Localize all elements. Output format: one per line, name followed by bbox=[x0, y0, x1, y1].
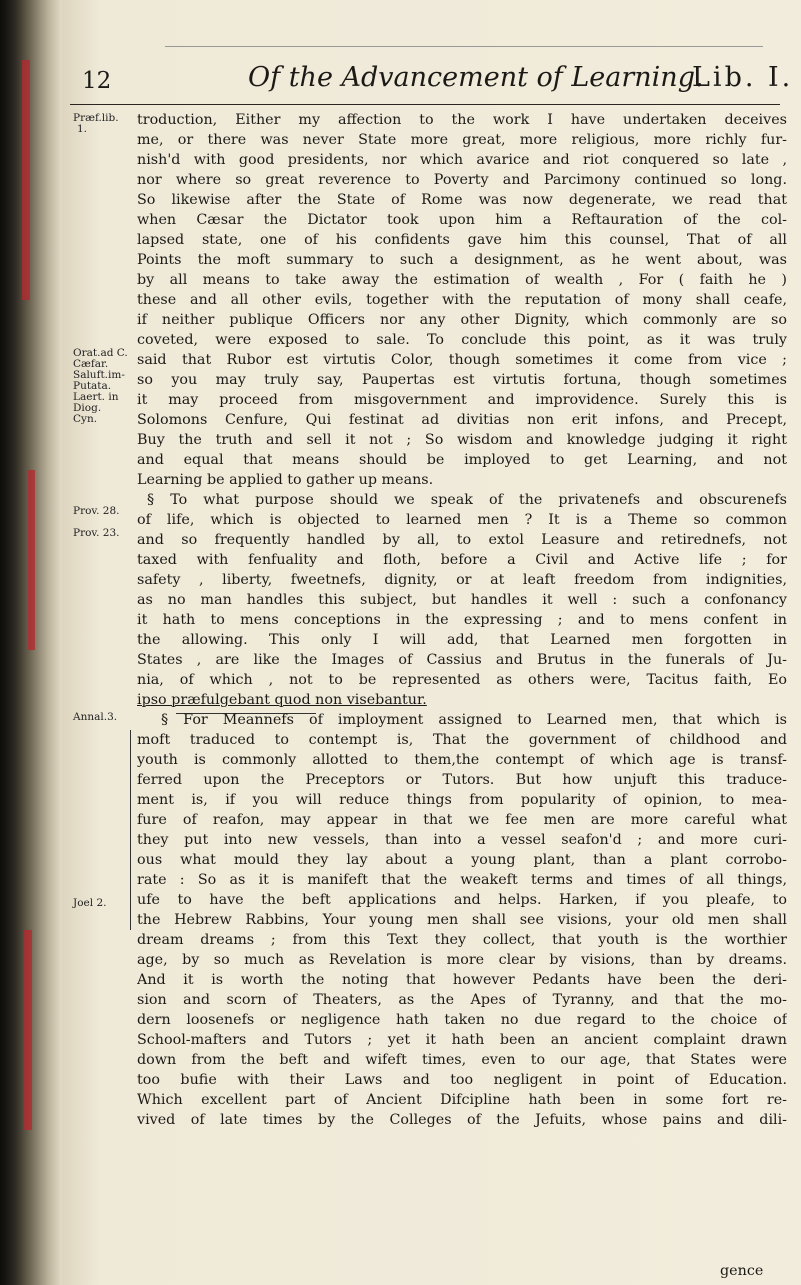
text-line: So likewise after the State of Rome was now degenerate, we read that bbox=[137, 192, 787, 208]
text-line: ment is, if you will reduce things from popularity of opinion, to mea- bbox=[137, 792, 787, 808]
margin-note bbox=[73, 348, 128, 425]
text-line: the Hebrew Rabbins, Your young men shall see visions, your old men shall bbox=[137, 912, 787, 928]
running-header bbox=[70, 54, 794, 105]
text-line: coveted, were exposed to sale. To conclude this point, as it was truly bbox=[137, 332, 787, 348]
margin-note-line: Prov. 28. bbox=[73, 505, 120, 517]
text-line: ipso præfulgebant quod non visebantur. bbox=[137, 692, 427, 708]
page-number: 12 bbox=[82, 68, 112, 94]
margin-note-line: Saluft.im- bbox=[73, 369, 125, 381]
text-line: if neither publique Officers nor any other Dignity, which commonly are so bbox=[137, 312, 787, 328]
text-line: Learning be applied to gather up means. bbox=[137, 472, 434, 488]
text-line: fure of reafon, may appear in that we fee men are more careful what bbox=[137, 812, 787, 828]
text-line: taxed with fenfuality and floth, before a Civil and Active life ; for bbox=[137, 552, 787, 568]
margin-note-line: Cyn. bbox=[73, 413, 98, 425]
text-line: § For Meannefs of imployment assigned to Learned men, that which is bbox=[161, 712, 787, 728]
margin-note-line: Laert. in bbox=[73, 391, 119, 403]
text-line: so you may truly say, Paupertas est virtutis fortuna, though sometimes bbox=[137, 372, 787, 388]
text-line: Buy the truth and sell it not ; So wisdom and knowledge judging it right bbox=[137, 432, 787, 448]
margin-note-line: Præf.lib. bbox=[73, 112, 119, 124]
body-text bbox=[137, 110, 787, 1130]
text-line: sion and scorn of Theaters, as the Apes of Tyranny, and that the mo- bbox=[137, 992, 787, 1008]
text-line: ufe to have the beft applications and helps. Harken, if you pleafe, to bbox=[137, 892, 787, 908]
text-line: when Cæsar the Dictator took upon him a Reftauration of the col- bbox=[137, 212, 787, 228]
text-line: troduction, Either my affection to the work I have undertaken deceives bbox=[137, 112, 787, 128]
margin-note-line: Diog. bbox=[73, 402, 102, 414]
book-spine-shadow bbox=[0, 0, 62, 1285]
text-line: ferred upon the Preceptors or Tutors. But how unjuft this traduce- bbox=[137, 772, 787, 788]
text-line: me, or there was never State more great, more religious, more richly fur- bbox=[137, 132, 787, 148]
text-line: and so frequently handled by all, to extol Leasure and retirednefs, not bbox=[137, 532, 787, 548]
margin-note-line: Orat.ad C. bbox=[73, 347, 128, 359]
text-line: rate : So as it is manifeft that the weakeft terms and times of all things, bbox=[137, 872, 787, 888]
text-line: too bufie with their Laws and too negligent in point of Education. bbox=[137, 1072, 787, 1088]
margin-note-line: Putata. bbox=[73, 380, 112, 392]
text-line: Which excellent part of Ancient Difcipline hath been in some fort re- bbox=[137, 1092, 787, 1108]
text-line: dream dreams ; from this Text they collect, that youth is the worthier bbox=[137, 932, 787, 948]
margin-note-line: Annal.3. bbox=[73, 711, 118, 723]
text-line: the allowing. This only I will add, that Learned men forgotten in bbox=[137, 632, 787, 648]
text-line: States , are like the Images of Cassius and Brutus in the funerals of Ju- bbox=[137, 652, 787, 668]
text-line: vived of late times by the Colleges of the Jefuits, whose pains and dili- bbox=[137, 1112, 787, 1128]
spine-stain bbox=[22, 60, 30, 300]
text-line: they put into new vessels, than into a vessel seafon'd ; and more curi- bbox=[137, 832, 787, 848]
margin-note-line: Prov. 23. bbox=[73, 527, 120, 539]
margin-note-line: Cæfar. bbox=[73, 358, 109, 370]
text-line: nish'd with good presidents, nor which avarice and riot conquered so late , bbox=[137, 152, 787, 168]
text-line: age, by so much as Revelation is more clear by visions, than by dreams. bbox=[137, 952, 787, 968]
text-line: Solomons Cenfure, Qui festinat ad divitias non erit infons, and Precept, bbox=[137, 412, 787, 428]
running-title: Of the Advancement of Learning. bbox=[248, 62, 704, 93]
margin-note bbox=[73, 506, 119, 517]
text-line: youth is commonly allotted to them,the contempt of which age is transf- bbox=[137, 752, 787, 768]
handwritten-margin-line bbox=[130, 730, 131, 930]
top-rule bbox=[165, 46, 763, 47]
text-line: nor where so great reverence to Poverty and Parcimony continued so long. bbox=[137, 172, 787, 188]
text-line: of life, which is objected to learned men ? It is a Theme so common bbox=[137, 512, 787, 528]
margin-note bbox=[73, 528, 119, 539]
text-line: lapsed state, one of his confidents gave him this counsel, That of all bbox=[137, 232, 787, 248]
text-line: as no man handles this subject, but handles it well : such a confonancy bbox=[137, 592, 787, 608]
margin-note bbox=[73, 898, 106, 909]
margin-note bbox=[73, 113, 119, 135]
text-line: § To what purpose should we speak of the privatenefs and obscurenefs bbox=[147, 492, 787, 508]
text-line: it may proceed from misgovernment and improvidence. Surely this is bbox=[137, 392, 787, 408]
margin-note bbox=[73, 712, 117, 723]
text-line: And it is worth the noting that however Pedants have been the deri- bbox=[137, 972, 787, 988]
margin-note-line: 1. bbox=[77, 123, 88, 135]
text-line: nia, of which , not to be represented as others were, Tacitus faith, Eo bbox=[137, 672, 787, 688]
text-line: Points the moft summary to such a designment, as he went about, was bbox=[137, 252, 787, 268]
text-line: safety , liberty, fweetnefs, dignity, or at leaft freedom from indignities, bbox=[137, 572, 787, 588]
text-line: said that Rubor est virtutis Color, though sometimes it come from vice ; bbox=[137, 352, 787, 368]
text-line: these and all other evils, together with the reputation of mony shall ceafe, bbox=[137, 292, 787, 308]
spine-stain bbox=[28, 470, 35, 650]
text-line: down from the beft and wifeft times, even to our age, that States were bbox=[137, 1052, 787, 1068]
text-line: dern loosenefs or negligence hath taken no due regard to the choice of bbox=[137, 1012, 787, 1028]
text-line: moft traduced to contempt is, That the government of childhood and bbox=[137, 732, 787, 748]
catchword: gence bbox=[720, 1263, 764, 1279]
margin-note-line: Joel 2. bbox=[73, 897, 107, 909]
text-line: it hath to mens conceptions in the expressing ; and to mens confent in bbox=[137, 612, 787, 628]
text-line: and equal that means should be imployed to get Learning, and not bbox=[137, 452, 787, 468]
book-label: Lib. I. bbox=[692, 62, 794, 93]
spine-stain bbox=[24, 930, 32, 1130]
text-line: by all means to take away the estimation of wealth , For ( faith he ) bbox=[137, 272, 787, 288]
text-line: School-mafters and Tutors ; yet it hath been an ancient complaint drawn bbox=[137, 1032, 787, 1048]
text-line: ous what mould they lay about a young plant, than a plant corrobo- bbox=[137, 852, 787, 868]
